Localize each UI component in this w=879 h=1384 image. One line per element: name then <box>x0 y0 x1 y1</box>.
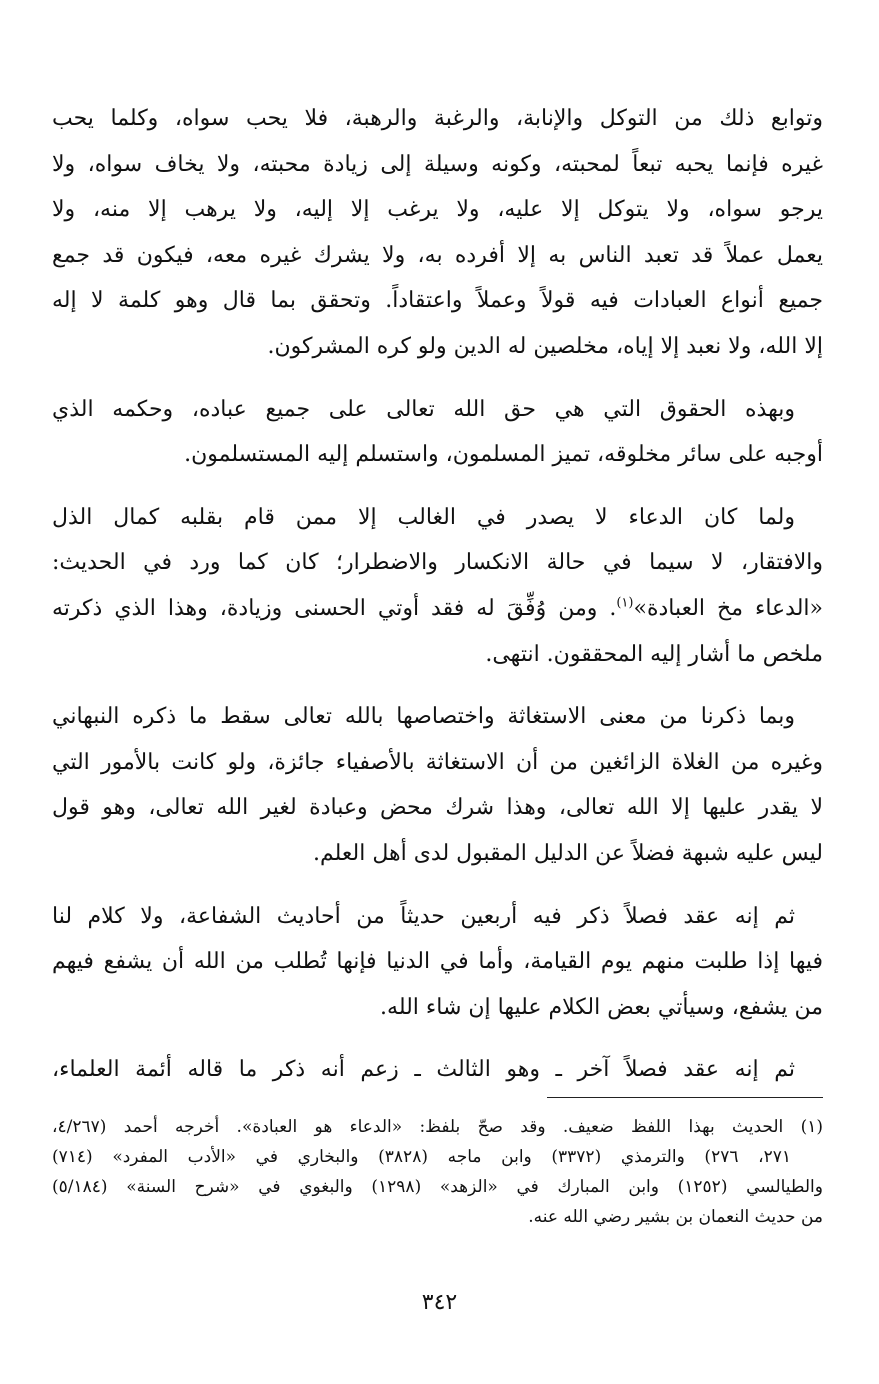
text-line: ثم إنه عقد فصلاً آخر ـ وهو الثالث ـ زعم أنه ذكر ما قاله أئمة العلماء، <box>52 1057 795 1083</box>
paragraph-4 <box>52 694 823 876</box>
footnote-separator <box>547 1097 823 1098</box>
text-line: ولما كان الدعاء لا يصدر في الغالب إلا ممن قام بقلبه كمال الذل <box>52 504 795 530</box>
text-line: والافتقار، لا سيما في حالة الانكسار والاضطرار؛ كان كما ورد في الحديث: <box>52 550 823 576</box>
footnote-line <box>52 1112 823 1142</box>
text-line: وبهذه الحقوق التي هي حق الله تعالى على جميع عباده، وحكمه الذي <box>52 396 795 422</box>
text-line: إلا الله، ولا نعبد إلا إياه، مخلصين له الدين ولو كره المشركون. <box>267 333 823 359</box>
text-line: أوجبه على سائر مخلوقه، تميز المسلمون، واستسلم إليه المستسلمون. <box>184 442 823 468</box>
text-line: لا يقدر عليها إلا الله تعالى، وهذا شرك محض وعبادة لغير الله تعالى، وهو قول <box>52 795 823 821</box>
footnote-reference: (١) <box>616 595 634 611</box>
paragraph-3 <box>52 495 823 677</box>
hadith-quote: «الدعاء مخ العبادة» <box>633 595 823 621</box>
text-line: فيها إذا طلبت منهم يوم القيامة، وأما في الدنيا فإنها تُطلب من الله أن يشفع فيهم <box>52 949 823 975</box>
paragraph-6 <box>52 1047 823 1093</box>
text-line: ثم إنه عقد فصلاً ذكر فيه أربعين حديثاً من أحاديث الشفاعة، ولا كلام لنا <box>52 903 795 929</box>
main-text <box>52 96 823 1110</box>
text-line: يرجو سواه، ولا يتوكل إلا عليه، ولا يرغب إلا إليه، ولا يرهب إلا منه، ولا <box>52 197 823 223</box>
text-line: من يشفع، وسيأتي بعض الكلام عليها إن شاء الله. <box>380 994 823 1020</box>
footnote-line: ٢٧١، ٢٧٦) والترمذي (٣٣٧٢) وابن ماجه (٣٨٢٨) والبخاري في «الأدب المفرد» (٧١٤) <box>52 1147 791 1167</box>
paragraph-2 <box>52 387 823 478</box>
text-line: وغيره من الغلاة الزائغين من أن الاستغاثة بالأصفياء جائزة، ولو كانت بالأمور التي <box>52 749 823 775</box>
footnote-line: والطيالسي (١٢٥٢) وابن المبارك في «الزهد» (١٢٩٨) والبغوي في «شرح السنة» (٥/١٨٤) <box>52 1177 823 1197</box>
footnotes <box>52 1112 823 1232</box>
text-line: غيره فإنما يحبه تبعاً لمحبته، وكونه وسيلة إلى زيادة محبته، ولا يخاف سواه، ولا <box>52 151 823 177</box>
text-line-with-footnote-ref <box>52 586 823 632</box>
text-line: وبما ذكرنا من معنى الاستغاثة واختصاصها بالله تعالى سقط ما ذكره النبهاني <box>52 704 795 730</box>
text-continuation: . ومن وُفِّقَ له فقد أوتي الحسنى وزيادة، وهذا الذي ذكرته <box>52 595 617 621</box>
paragraph-5 <box>52 894 823 1031</box>
text-line: ليس عليه شبهة فضلاً عن الدليل المقبول لدى أهل العلم. <box>313 840 823 866</box>
footnote-line: من حديث النعمان بن بشير رضي الله عنه. <box>528 1207 823 1227</box>
footnote-marker: (١) <box>800 1117 823 1137</box>
text-line: يعمل عملاً قد تعبد الناس به إلا أفرده به، ولا يشرك غيره معه، فيكون قد جمع <box>52 242 823 268</box>
footnote-text: الحديث بهذا اللفظ ضعيف. وقد صحّ بلفظ: «الدعاء هو العبادة». أخرجه أحمد (٤/٢٦٧، <box>52 1117 784 1137</box>
paragraph-1 <box>52 96 823 370</box>
text-line: وتوابع ذلك من التوكل والإنابة، والرغبة والرهبة، فلا يحب سواه، وكلما يحب <box>52 106 823 131</box>
footnote-1 <box>52 1112 823 1232</box>
text-line: جميع أنواع العبادات فيه قولاً وعملاً واعتقاداً. وتحقق بما قال وهو كلمة لا إله <box>52 288 823 314</box>
text-line: ملخص ما أشار إليه المحققون. انتهى. <box>485 641 823 667</box>
page-number: ٣٤٢ <box>421 1290 458 1315</box>
